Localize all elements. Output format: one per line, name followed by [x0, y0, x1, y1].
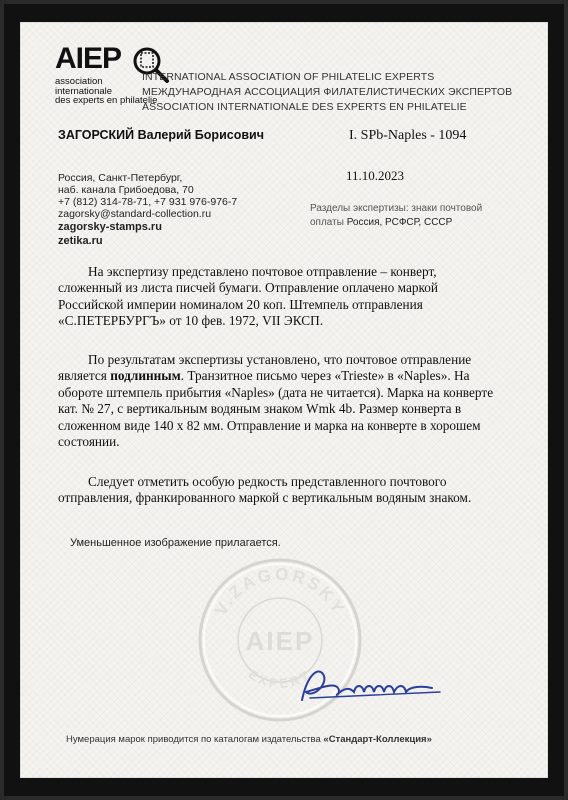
expert-signature	[290, 662, 450, 712]
expert-email: zagorsky@standard-collection.ru	[58, 208, 212, 220]
expert-site-2: zetika.ru	[58, 235, 103, 247]
org-name-en: INTERNATIONAL ASSOCIATION OF PHILATELIC EXPERTS	[142, 71, 435, 83]
expert-name: ЗАГОРСКИЙ Валерий Борисович	[58, 128, 264, 142]
catalog-footnote: Нумерация марок приводится по каталогам издательства «Стандарт-Коллекция»	[66, 734, 432, 745]
svg-text:EXPERT: EXPERT	[245, 666, 315, 692]
reduced-image-note: Уменьшенное изображение прилагается.	[70, 537, 281, 549]
paragraph-1: На экспертизу представлено почтовое отправление – конверт, сложенный из листа писчей бумаги. Отправление оплачено маркой Российской империи номиналом 20 коп. Штемпель отправления «С.ПЕТЕРБУРГЪ» от 10 фев. 1972, VII ЭКСП.	[58, 264, 439, 329]
expert-phones: +7 (812) 314-78-71, +7 931 976-976-7	[58, 196, 238, 208]
authentic-word: подлинным	[110, 368, 181, 384]
org-name-fr: ASSOCIATION INTERNATIONALE DES EXPERTS EN PHILATELIE	[142, 101, 467, 113]
logo-text: AIEP	[55, 42, 122, 75]
certificate-number: I. SPb-Naples - 1094	[349, 128, 467, 143]
logo-subtitle: association internationale des experts en philatelie	[55, 76, 158, 106]
certificate-date: 11.10.2023	[346, 168, 405, 183]
expertise-sections: Разделы экспертизы: знаки почтовой оплаты Россия, РСФСР, СССР	[310, 203, 483, 228]
expert-site-1: zagorsky-stamps.ru	[58, 221, 162, 233]
paragraph-2: По результатам экспертизы установлено, что почтовое отправление является подлинным. Транзитное письмо через «Trieste» в «Naples». На обороте штемпель прибытия «Naples» (дата не читается). Марка на конверте кат. № 27, с вертикальным водяным знаком Wmk 4b. Размер конверта в сложенном виде 140 x 82 мм. Отправление и марка на конверте в хорошем состоянии.	[58, 352, 494, 450]
expert-address-1: Россия, Санкт-Петербург,	[58, 172, 183, 184]
sections-value: Россия, РСФСР, СССР	[346, 217, 453, 228]
seal-center-text: AIEP	[245, 626, 315, 656]
expert-address-2: наб. канала Грибоедова, 70	[58, 184, 194, 196]
svg-text:V.ZAGORSKY: V.ZAGORSKY	[211, 564, 349, 619]
org-name-ru: МЕЖДУНАРОДНАЯ АССОЦИАЦИЯ ФИЛАТЕЛИСТИЧЕСКИХ ЭКСПЕРТОВ	[142, 86, 513, 98]
paragraph-3: Следует отметить особую редкость представленного почтового отправления, франкированного маркой с вертикальным водяным знаком.	[58, 474, 472, 506]
